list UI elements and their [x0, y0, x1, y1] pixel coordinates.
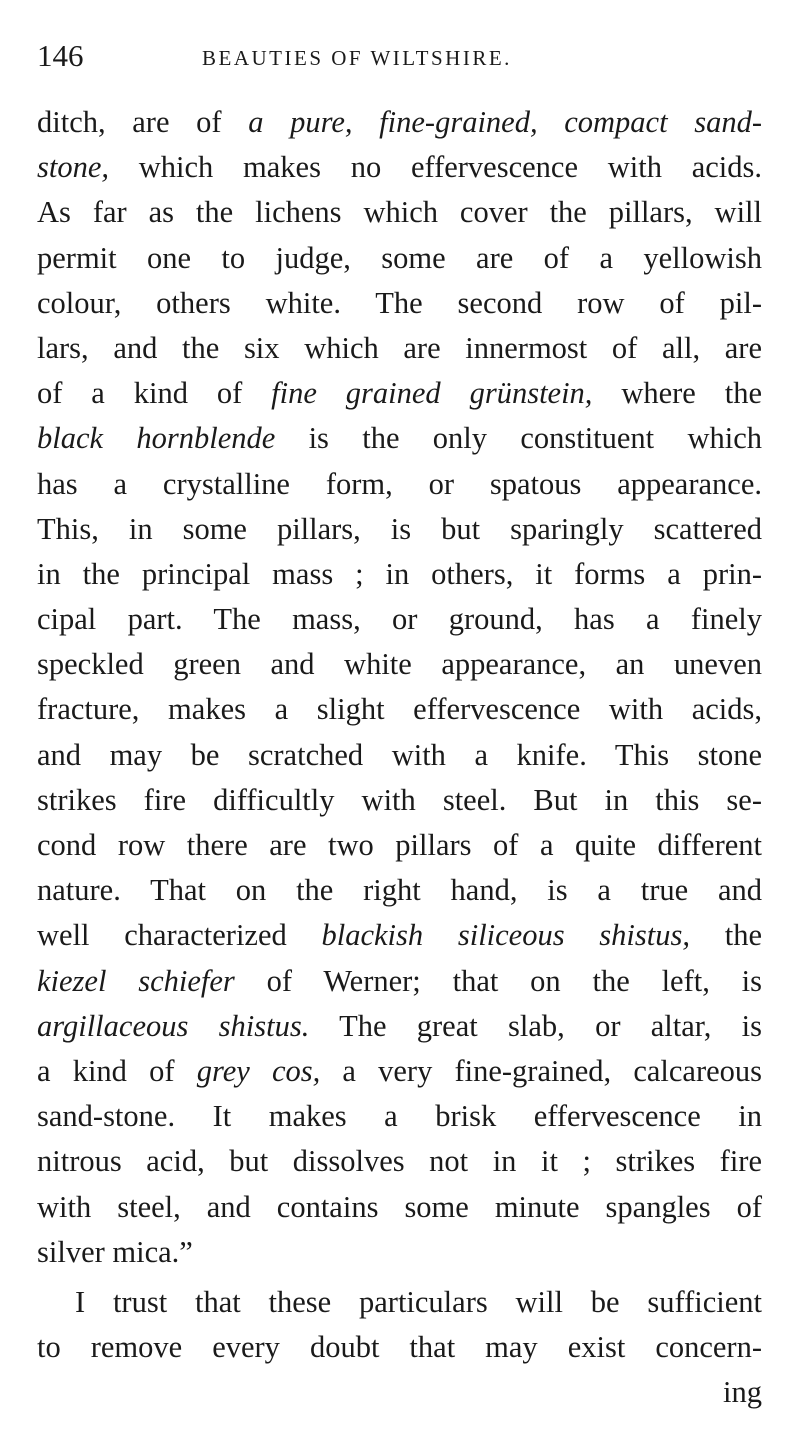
text-segment: The great slab, or altar, is [309, 1008, 762, 1043]
text-segment: cipal part. The mass, or ground, has a finely [37, 602, 762, 637]
text-segment: fracture, makes a slight effervescence with acids, [37, 692, 762, 727]
text-segment: of a kind of [37, 376, 272, 411]
text-line [37, 145, 762, 190]
text-line [37, 281, 762, 326]
text-line [37, 913, 762, 958]
text-segment: colour, others white. The second row of pil- [37, 285, 762, 320]
text-segment: cond row there are two pillars of a quite different [37, 828, 762, 862]
text-segment: nature. That on the right hand, is a true and [37, 873, 762, 908]
italic-text: blackish siliceous shistus, [321, 918, 690, 953]
text-segment: lars, and the six which are innermost of all, are [37, 330, 762, 365]
text-segment: well characterized [37, 918, 322, 953]
text-line [37, 552, 762, 597]
text-segment: the [690, 918, 762, 953]
text-line [37, 190, 762, 235]
italic-text: black hornblende [37, 421, 276, 456]
text-segment: ing [723, 1375, 762, 1410]
text-line [37, 597, 762, 642]
text-line [37, 100, 762, 145]
text-segment: speckled green and white appearance, an uneven [37, 647, 762, 682]
text-line [37, 1004, 762, 1049]
page-header [37, 38, 762, 78]
text-line [37, 687, 762, 732]
text-segment: I trust that these particulars will be sufficient [75, 1284, 762, 1319]
text-line [37, 462, 762, 507]
text-line [37, 1185, 762, 1230]
text-segment: This, in some pillars, is but sparingly scattered [37, 511, 762, 546]
text-segment: where the [592, 376, 762, 411]
text-line [37, 326, 762, 371]
page-number: 146 [37, 38, 84, 73]
text-segment: has a crystalline form, or spatous appearance. [37, 466, 762, 501]
text-segment: nitrous acid, but dissolves not in it ; strikes fire [37, 1144, 762, 1179]
running-title: BEAUTIES OF WILTSHIRE. [202, 46, 512, 70]
italic-text: argillaceous shistus. [37, 1008, 310, 1043]
body-text [37, 100, 762, 1415]
text-line [37, 1230, 762, 1275]
text-line [37, 1049, 762, 1094]
text-line [37, 236, 762, 281]
text-line [37, 733, 762, 778]
text-segment: in the principal mass ; in others, it forms a prin- [37, 556, 762, 591]
italic-text: fine grained grünstein, [271, 376, 593, 411]
text-segment: a kind of [37, 1053, 197, 1088]
text-segment: a very fine-grained, calcareous [320, 1053, 763, 1088]
text-segment: to remove every doubt that may exist concern- [37, 1330, 762, 1365]
text-line [37, 823, 762, 868]
text-segment: of Werner; that on the left, is [234, 963, 763, 998]
italic-text: a pure, fine-grained, compact sand- [248, 105, 762, 139]
text-line [37, 371, 762, 416]
italic-text: stone, [37, 150, 110, 185]
text-line [37, 959, 762, 1004]
text-line [37, 416, 762, 461]
text-segment: which makes no effervescence with acids. [109, 150, 762, 185]
text-segment: silver mica.” [37, 1234, 193, 1269]
text-segment: and may be scratched with a knife. This stone [37, 737, 762, 772]
text-line [37, 1094, 762, 1139]
text-line [37, 507, 762, 552]
text-line [37, 778, 762, 823]
italic-text: kiezel schiefer [37, 963, 235, 998]
text-segment: permit one to judge, some are of a yellowish [37, 240, 762, 275]
text-segment: with steel, and contains some minute spangles of [37, 1189, 762, 1224]
text-segment: sand-stone. It makes a brisk effervescence in [37, 1099, 762, 1134]
text-line [37, 642, 762, 687]
text-segment: is the only constituent which [275, 421, 762, 456]
italic-text: grey cos, [196, 1053, 321, 1088]
text-line [37, 1280, 762, 1325]
text-line [37, 1139, 762, 1184]
text-line [37, 1370, 762, 1415]
text-segment: As far as the lichens which cover the pillars, will [37, 195, 762, 230]
text-line [37, 1325, 762, 1370]
text-segment: strikes fire difficultly with steel. But in this se- [37, 782, 762, 817]
text-line [37, 868, 762, 913]
text-segment: ditch, are of [37, 105, 249, 139]
